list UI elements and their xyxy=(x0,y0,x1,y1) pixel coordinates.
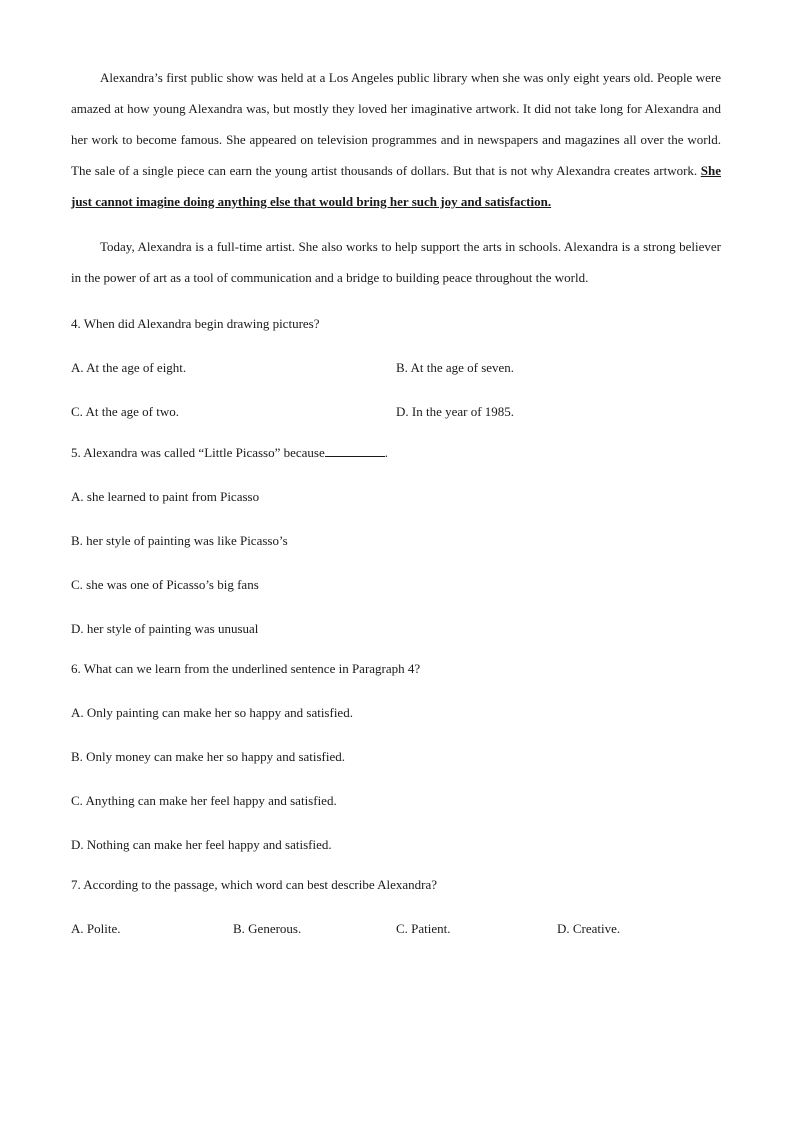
question-4 xyxy=(71,315,721,421)
question-6 xyxy=(71,660,721,854)
question-5-option-b[interactable]: B. her style of painting was like Picasso’s xyxy=(71,533,288,548)
answer-blank[interactable] xyxy=(325,443,385,457)
question-4-option-b[interactable]: B. At the age of seven. xyxy=(396,360,515,375)
question-5-stem-text: 5. Alexandra was called “Little Picasso” because xyxy=(71,445,325,460)
question-6-option-a[interactable]: A. Only painting can make her so happy and satisfied. xyxy=(71,705,353,720)
paragraph-1-text: Alexandra’s first public show was held at a Los Angeles public library when she was only eight years old. People were amazed at how young Alexandra was, but mostly they loved her imaginative artwork. It did not take long for Alexandra and her work to become famous. She appeared on television programmes and in newspapers and magazines all over the world. The sale of a single piece can earn the young artist thousands of dollars. But that is not why Alexandra creates artwork. xyxy=(71,70,721,178)
question-6-option-c[interactable]: C. Anything can make her feel happy and satisfied. xyxy=(71,793,337,808)
question-4-option-a[interactable]: A. At the age of eight. xyxy=(71,360,187,375)
question-5-option-a[interactable]: A. she learned to paint from Picasso xyxy=(71,489,260,504)
question-7 xyxy=(71,876,721,938)
question-7-option-b[interactable]: B. Generous. xyxy=(233,921,302,936)
question-7-options xyxy=(71,920,721,938)
question-6-stem: 6. What can we learn from the underlined sentence in Paragraph 4? xyxy=(71,661,421,676)
question-6-option-b[interactable]: B. Only money can make her so happy and satisfied. xyxy=(71,749,346,764)
question-5-stem-end: . xyxy=(384,445,389,460)
question-6-options xyxy=(71,704,721,854)
passage-paragraph-2: Today, Alexandra is a full-time artist. She also works to help support the arts in schools. Alexandra is a strong believer in the power of art as a tool of communication and a bridge to building peace throughout the world. xyxy=(71,239,721,285)
passage-paragraph-1 xyxy=(71,62,721,217)
question-7-stem: 7. According to the passage, which word can best describe Alexandra? xyxy=(71,877,438,892)
question-4-option-c[interactable]: C. At the age of two. xyxy=(71,404,179,419)
question-5-option-d[interactable]: D. her style of painting was unusual xyxy=(71,621,259,636)
question-7-option-a[interactable]: A. Polite. xyxy=(71,921,121,936)
question-4-stem: 4. When did Alexandra begin drawing pictures? xyxy=(71,316,320,331)
question-6-option-d[interactable]: D. Nothing can make her feel happy and satisfied. xyxy=(71,837,332,852)
reading-passage xyxy=(71,62,721,293)
question-4-option-d[interactable]: D. In the year of 1985. xyxy=(396,404,515,419)
document-page xyxy=(71,62,721,938)
question-5 xyxy=(71,443,721,638)
question-5-option-c[interactable]: C. she was one of Picasso’s big fans xyxy=(71,577,259,592)
underlined-sentence: She just cannot imagine doing anything else that would bring her such joy and satisfaction. xyxy=(71,163,721,209)
question-7-option-c[interactable]: C. Patient. xyxy=(396,921,451,936)
question-5-options xyxy=(71,488,721,638)
question-5-stem xyxy=(71,443,721,462)
question-7-option-d[interactable]: D. Creative. xyxy=(557,921,621,936)
question-4-options xyxy=(71,359,721,421)
